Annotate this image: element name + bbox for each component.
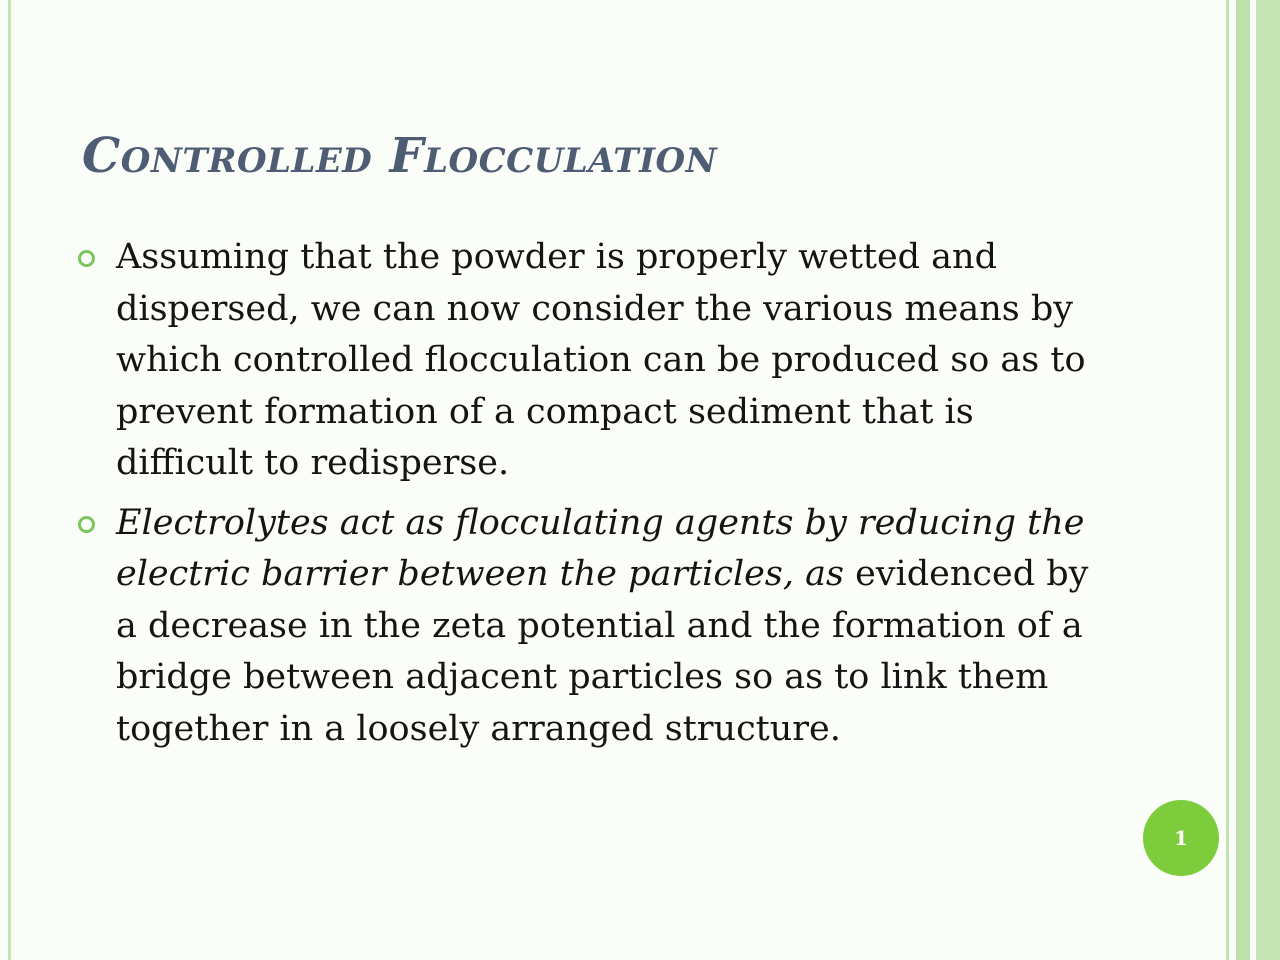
bullet-text: Assuming that the powder is properly wetted and dispersed, we can now consider the various means by which controlled flocculation can be produced so as to prevent formation of a compact sediment that is difficult to redisperse. xyxy=(116,237,1086,483)
slide-title: Controlled Flocculation xyxy=(82,128,718,184)
bullet-item xyxy=(78,498,1108,756)
left-border-rule xyxy=(8,0,11,960)
page-number: 1 xyxy=(1174,826,1188,850)
bullet-list xyxy=(78,232,1108,763)
right-border-rule-thin xyxy=(1226,0,1229,960)
bullet-italic-text: Electrolytes act as flocculating agents by reducing the electric barrier between the particles, as xyxy=(116,502,1085,594)
bullet-item xyxy=(78,232,1108,490)
right-border-rule-medium xyxy=(1236,0,1250,960)
ring-bullet-icon xyxy=(78,250,95,267)
right-border-rule-wide xyxy=(1256,0,1280,960)
ring-bullet-icon xyxy=(78,516,95,533)
page-number-badge xyxy=(1143,800,1219,876)
bullet-text: evidenced by a decrease in the zeta potential and the formation of a bridge between adjacent particles so as to link them together in a loosely arranged structure. xyxy=(116,554,1089,749)
